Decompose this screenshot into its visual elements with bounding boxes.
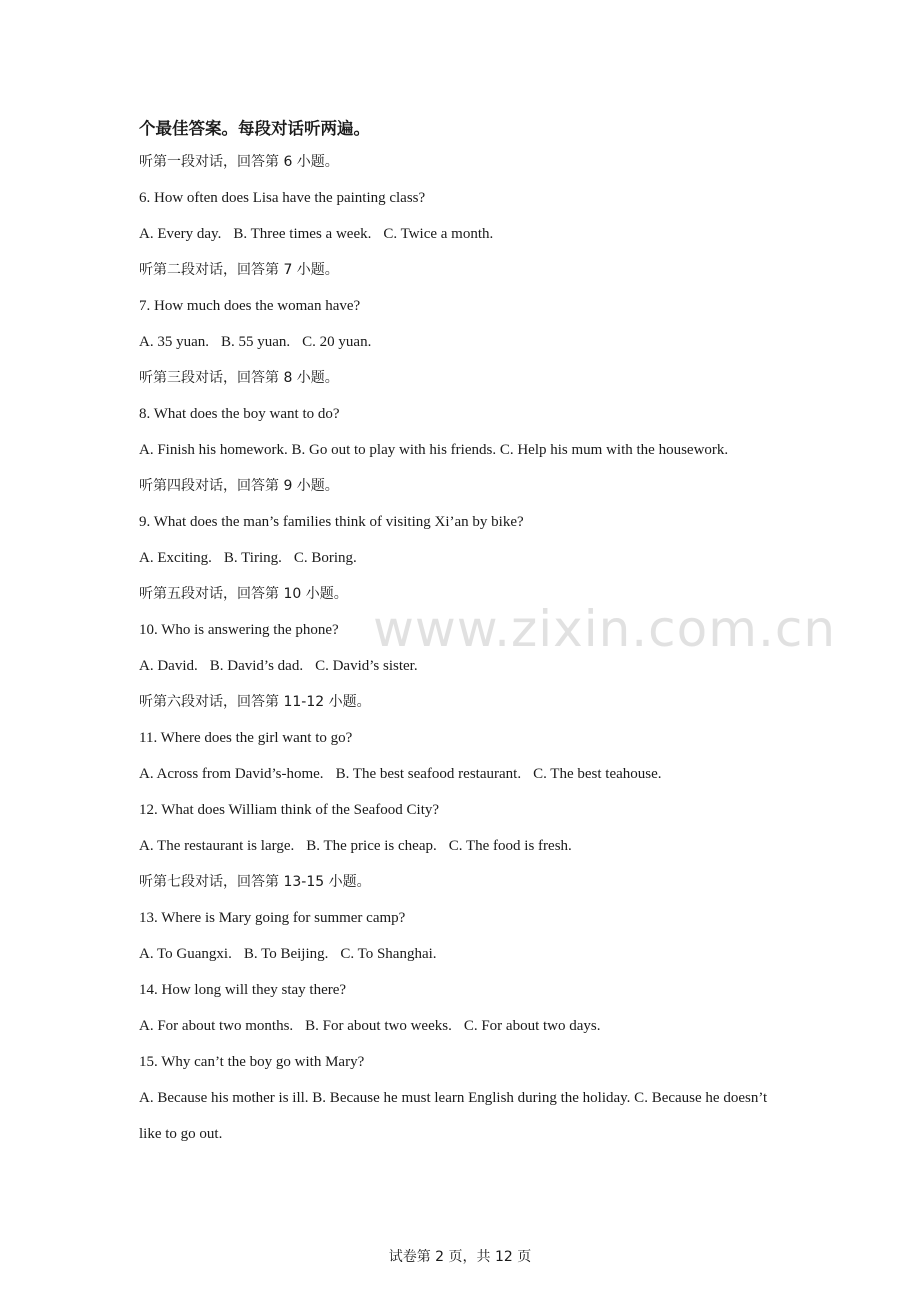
answer-options: [139, 656, 789, 676]
answer-option: A. For about two months.: [139, 1018, 294, 1034]
answer-option: A. 35 yuan.: [139, 334, 209, 350]
answer-options: A. Because his mother is ill. B. Because he must learn English during the holiday. C. Because he doesn’t like to go out.: [139, 1090, 768, 1142]
dialogue-instruction: 听第三段对话，回答第 8 小题。: [139, 370, 339, 386]
dialogue-instruction: 听第一段对话，回答第 6 小题。: [139, 154, 339, 170]
answer-options: [139, 332, 789, 352]
answer-option: C. The best teahouse.: [533, 766, 662, 782]
page-footer: 试卷第 2 页，共 12 页: [388, 1249, 532, 1265]
question-text: 10. Who is answering the phone?: [139, 622, 339, 638]
answer-option: B. For about two weeks.: [305, 1018, 452, 1034]
question-text: 11. Where does the girl want to go?: [139, 730, 353, 746]
answer-option: B. The price is cheap.: [306, 838, 437, 854]
answer-options: [139, 944, 789, 964]
answer-option: C. For about two days.: [463, 1018, 601, 1034]
question-text: 9. What does the man’s families think of visiting Xi’an by bike?: [139, 514, 524, 530]
answer-options: [139, 224, 789, 244]
question-text: 15. Why can’t the boy go with Mary?: [139, 1054, 365, 1070]
answer-option: C. To Shanghai.: [340, 946, 437, 962]
section-heading: 个最佳答案。每段对话听两遍。: [139, 119, 370, 138]
answer-option: A. Across from David’s-home.: [139, 766, 324, 782]
answer-option: C. 20 yuan.: [302, 334, 372, 350]
answer-option: A. The restaurant is large.: [139, 838, 295, 854]
answer-option: C. Boring.: [293, 550, 357, 566]
answer-option: B. 55 yuan.: [221, 334, 291, 350]
answer-option: C. Twice a month.: [383, 226, 494, 242]
answer-option: B. Three times a week.: [233, 226, 372, 242]
question-text: 7. How much does the woman have?: [139, 298, 361, 314]
answer-option: A. Every day.: [139, 226, 222, 242]
answer-option: B. Tiring.: [223, 550, 282, 566]
answer-option: A. To Guangxi.: [139, 946, 232, 962]
answer-options: [139, 548, 789, 568]
answer-option: A. Exciting.: [139, 550, 212, 566]
question-text: 12. What does William think of the Seafood City?: [139, 802, 440, 818]
answer-option: C. The food is fresh.: [448, 838, 572, 854]
dialogue-instruction: 听第七段对话，回答第 13-15 小题。: [139, 874, 371, 890]
answer-options: A. Finish his homework. B. Go out to play with his friends. C. Help his mum with the housework.: [139, 442, 729, 458]
question-text: 8. What does the boy want to do?: [139, 406, 340, 422]
dialogue-instruction: 听第四段对话，回答第 9 小题。: [139, 478, 339, 494]
question-text: 13. Where is Mary going for summer camp?: [139, 910, 406, 926]
watermark: www.zixin.com.cn: [373, 600, 837, 658]
dialogue-instruction: 听第二段对话，回答第 7 小题。: [139, 262, 339, 278]
answer-options: [139, 764, 789, 784]
dialogue-instruction: 听第五段对话，回答第 10 小题。: [139, 586, 348, 602]
dialogue-instruction: 听第六段对话，回答第 11-12 小题。: [139, 694, 371, 710]
answer-option: B. To Beijing.: [243, 946, 329, 962]
answer-options: [139, 836, 789, 856]
question-text: 14. How long will they stay there?: [139, 982, 347, 998]
answer-option: B. The best seafood restaurant.: [335, 766, 522, 782]
answer-option: C. David’s sister.: [315, 658, 418, 674]
listening-section: [139, 116, 789, 1152]
answer-option: B. David’s dad.: [209, 658, 304, 674]
answer-option: A. David.: [139, 658, 198, 674]
question-text: 6. How often does Lisa have the painting class?: [139, 190, 426, 206]
answer-options: [139, 1016, 789, 1036]
